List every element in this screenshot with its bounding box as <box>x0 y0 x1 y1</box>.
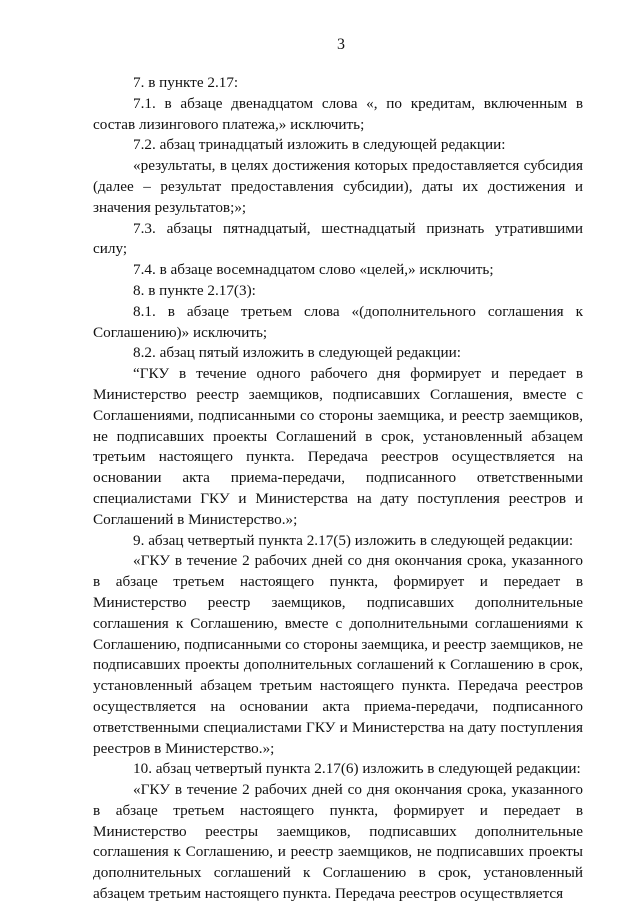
paragraph-10-quote: «ГКУ в течение 2 рабочих дней со дня окончания срока, указанного в абзаце третьем настоящего пункта, формирует и передает в Министерство реестры заемщиков, подписавших дополнительные соглашения к Соглашению, и реестр заемщиков, не подписавших проекты дополнительных соглашений к Соглашению в срок, установленный абзацем третьим настоящего пункта. Передача реестров осуществляется <box>93 781 583 903</box>
paragraph-8: 8. в пункте 2.17(3): <box>133 281 256 299</box>
paragraph-8-1: 8.1. в абзаце третьем слова «(дополнительного соглашения к Соглашению)» исключить; <box>93 302 583 341</box>
paragraph-9: 9. абзац четвертый пункта 2.17(5) изложить в следующей редакции: <box>133 531 574 549</box>
paragraph-9-quote: «ГКУ в течение 2 рабочих дней со дня окончания срока, указанного в абзаце третьем настоящего пункта, формирует и передает в Министерство реестр заемщиков, подписавших дополнительные соглашения к Соглашению, вместе с дополнительными соглашениями к Соглашению, подписанными со стороны заемщика, и реестр заемщиков, не подписавших проекты дополнительных соглашений к Соглашению в срок, установленный абзацем третьим настоящего пункта. Передача реестров осуществляется на основании акта приема-передачи, подписанного ответственными специалистами ГКУ и Министерства на дату поступления реестров в Министерство.»; <box>93 552 583 757</box>
paragraph-7-2-quote: «результаты, в целях достижения которых предоставляется субсидия (далее – результат предоставления субсидии), даты их достижения и значения результатов;»; <box>93 157 583 216</box>
paragraph-7-2: 7.2. абзац тринадцатый изложить в следующей редакции: <box>133 136 506 154</box>
paragraph-7: 7. в пункте 2.17: <box>133 74 239 91</box>
paragraph-7-3: 7.3. абзацы пятнадцатый, шестнадцатый признать утратившими силу; <box>93 219 583 258</box>
paragraph-7-1: 7.1. в абзаце двенадцатом слова «, по кредитам, включенным в состав лизингового платежа,» исключить; <box>93 94 583 133</box>
paragraph-8-2: 8.2. абзац пятый изложить в следующей редакции: <box>133 344 461 362</box>
document-body <box>93 73 583 905</box>
paragraph-7-4: 7.4. в абзаце восемнадцатом слово «целей,» исключить; <box>133 261 494 279</box>
paragraph-8-2-quote: “ГКУ в течение одного рабочего дня формирует и передает в Министерство реестр заемщиков, подписавших Соглашения, вместе с Соглашениями, подписанными со стороны заемщика, и реестр заемщиков, не подписавших проекты Соглашений в срок, установленный абзацем третьим настоящего пункта. Передача реестров осуществляется на основании акта приема-передачи, подписанного ответственными специалистами ГКУ и Министерства на дату поступления реестров и Соглашений в Министерство.»; <box>93 365 583 528</box>
paragraph-10: 10. абзац четвертый пункта 2.17(6) изложить в следующей редакции: <box>133 760 581 778</box>
page-number: 3 <box>337 36 345 53</box>
